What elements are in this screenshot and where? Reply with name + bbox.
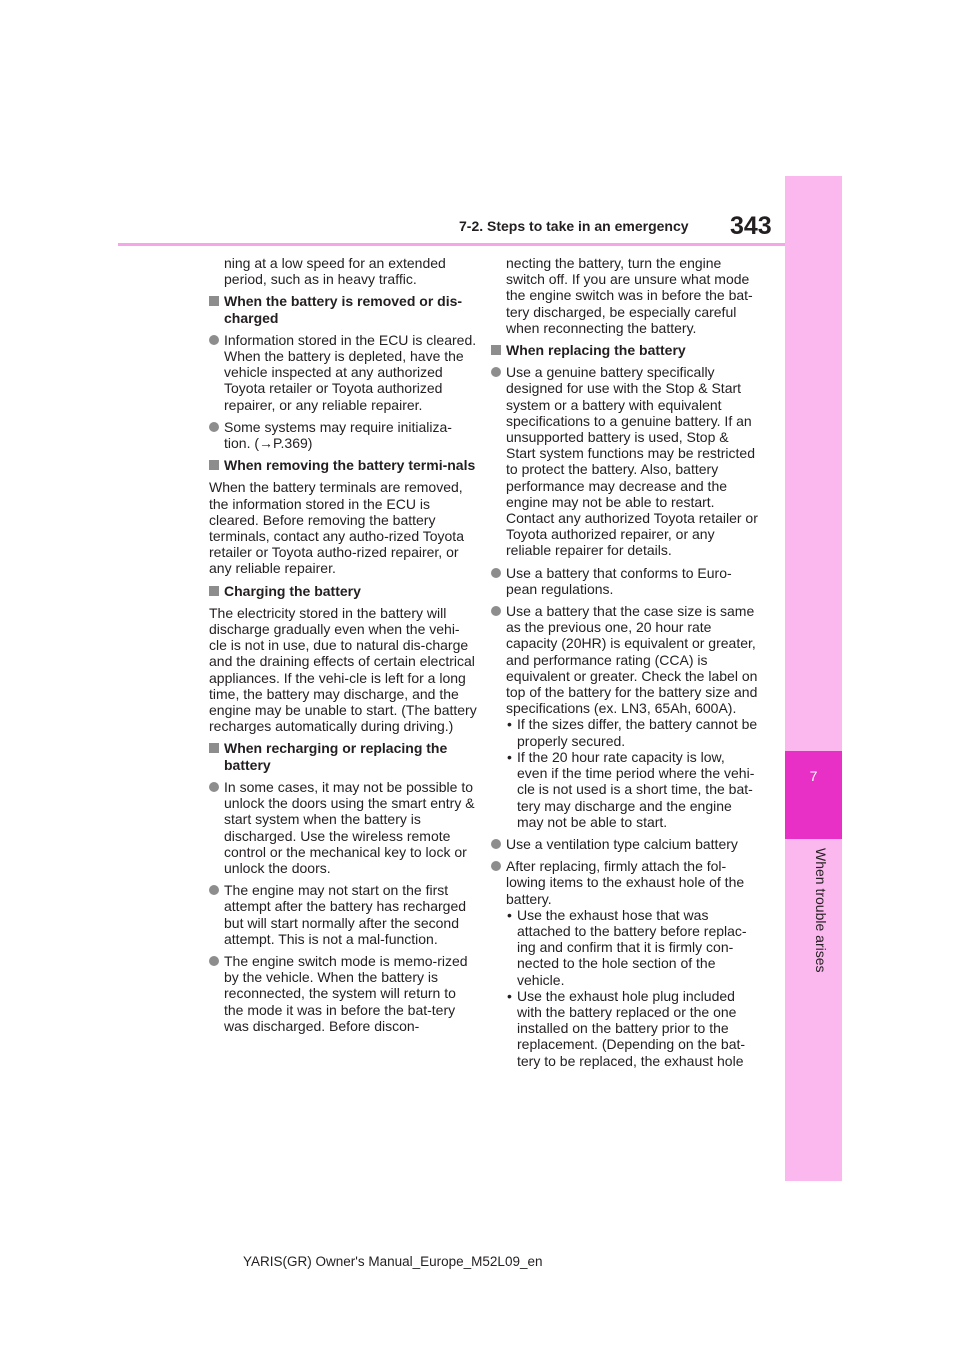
bullet-item: The engine may not start on the first attempt after the battery has recharged but will start normally after the second attempt. This is not a mal-function. [209,882,477,947]
square-bullet-icon [209,586,219,596]
bullet-item: Use a battery that conforms to Euro-pean regulations. [491,565,759,597]
sub-bullet-item: • If the 20 hour rate capacity is low, even if the time period where the vehi-cle is not used is a short time, the bat-tery may discharge and the engine may not be able to start. [507,748,755,830]
paragraph-continuation: necting the battery, turn the engine switch off. If you are unsure what mode the engine switch was in before the bat-tery discharged, be especially careful when reconnecting the battery. [506,255,753,336]
right-column [491,255,759,1069]
circle-bullet-icon [209,782,219,792]
circle-bullet-icon [209,422,219,432]
bullet-item: Use a genuine battery specifically designed for use with the Stop & Start system or a battery with equivalent specifications to a genuine battery. If an unsupported battery is used, Stop & Start system functions may be restricted to protect the battery. Also, battery performance may decrease and the engine may not be able to restart. Contact any authorized Toyota retailer or Toyota authorized repairer, or any reliable repairer for details. [491,364,759,558]
section-heading: When replacing the battery [491,342,759,358]
small-bullet-icon: • [507,987,512,1004]
intro-continuation: ning at a low speed for an extended period, such as in heavy traffic. [224,255,446,288]
bullet-item: Use a battery that the case size is same as the previous one, 20 hour rate capacity (20HR) is equivalent or greater, and performance rating (CCA) is equivalent or greater. Check the label on top of the battery for the battery size and specifications (ex. LN3, 65Ah, 600A). [491,603,759,716]
sub-bullet-item: • Use the exhaust hose that was attached to the battery before replac-ing and confirm that it is firmly con-nected to the hole section of the vehicle. [507,906,747,988]
bullet-item: The engine switch mode is memo-rized by the vehicle. When the battery is reconnected, the system will return to the mode it was in before the bat-tery was discharged. Before discon- [209,953,477,1034]
footer-text: YARIS(GR) Owner's Manual_Europe_M52L09_en [243,1254,543,1269]
section-heading: Charging the battery [209,583,477,599]
circle-bullet-icon [491,839,501,849]
section-heading: When the battery is removed or dis-charged [209,293,477,325]
chapter-side-tab [785,176,842,1181]
square-bullet-icon [209,743,219,753]
sub-bullet-item: • Use the exhaust hole plug included with the battery replaced or the one installed on the battery prior to the replacement. (Depending on the bat-tery to be replaced, the exhaust hole [507,987,746,1069]
circle-bullet-icon [491,568,501,578]
square-bullet-icon [209,460,219,470]
bullet-item: After replacing, firmly attach the fol-lowing items to the exhaust hole of the battery. [491,858,759,907]
circle-bullet-icon [209,885,219,895]
section-title: 7-2. Steps to take in an emergency [459,218,689,234]
circle-bullet-icon [491,367,501,377]
paragraph: When the battery terminals are removed, the information stored in the ECU is cleared. Before removing the battery terminals, contact any autho-rized Toyota retailer or Toyota autho-rized repairer, or any reliable repairer. [209,479,464,577]
small-bullet-icon: • [507,748,512,765]
chapter-number: 7 [809,768,818,784]
header-rule [118,243,785,246]
bullet-item: Information stored in the ECU is cleared. When the battery is depleted, have the vehicle inspected at any authorized Toyota retailer or Toyota authorized repairer, or any reliable repairer. [209,332,477,413]
small-bullet-icon: • [507,716,512,733]
bullet-item: Some systems may require initializa-tion. (→P.369) [209,419,477,451]
square-bullet-icon [491,345,501,355]
left-column [209,255,477,1040]
paragraph: The electricity stored in the battery will discharge gradually even when the vehi-cle is not in use, due to natural dis-charge and the draining effects of certain electrical appliances. If the vehi-cle is left for a long time, the battery may discharge, and the engine may be unable to start. (The battery recharges automatically during driving.) [209,604,477,735]
bullet-item: In some cases, it may not be possible to unlock the doors using the smart entry & start system when the battery is discharged. Use the wireless remote control or the mechanical key to lock or unlock the doors. [209,779,477,876]
bullet-item: Use a ventilation type calcium battery [491,836,759,852]
circle-bullet-icon [209,956,219,966]
chapter-number-box [785,751,842,839]
circle-bullet-icon [491,861,501,871]
circle-bullet-icon [491,606,501,616]
circle-bullet-icon [209,335,219,345]
chapter-title: When trouble arises [813,848,829,973]
sub-bullet-item: • If the sizes differ, the battery cannot be properly secured. [507,716,758,749]
page-number: 343 [730,212,772,240]
section-heading: When removing the battery termi-nals [209,457,477,473]
small-bullet-icon: • [507,906,512,923]
square-bullet-icon [209,296,219,306]
section-heading: When recharging or replacing the battery [209,740,477,772]
